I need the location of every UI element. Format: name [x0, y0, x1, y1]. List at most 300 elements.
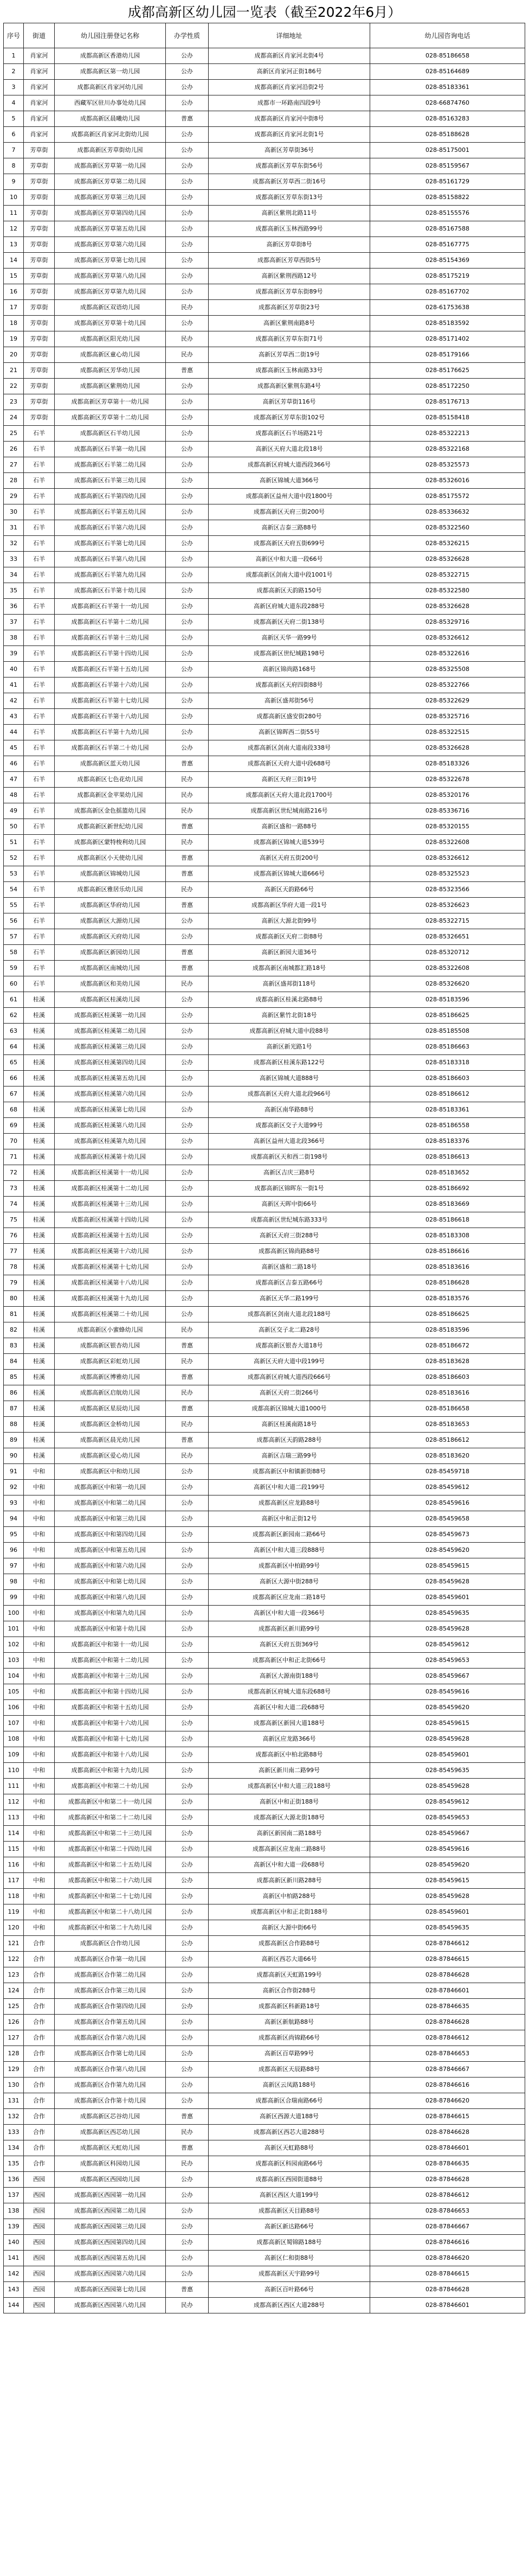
table-row: [4, 520, 525, 536]
cell-index: 119: [4, 1904, 24, 1920]
cell-phone: 028-87846601: [370, 2140, 525, 2156]
cell-street: 芳草街: [24, 300, 55, 316]
cell-index: 79: [4, 1275, 24, 1291]
cell-address: 高新区芳草街116号: [209, 394, 370, 410]
cell-phone: 028-85183652: [370, 1165, 525, 1181]
table-row: [4, 237, 525, 253]
cell-street: 西园: [24, 2172, 55, 2188]
cell-street: 桂溪: [24, 1448, 55, 1464]
cell-nature: 公办: [166, 1134, 209, 1149]
cell-index: 76: [4, 1228, 24, 1244]
cell-nature: 公办: [166, 2188, 209, 2203]
cell-phone: 028-85186612: [370, 1086, 525, 1102]
cell-index: 96: [4, 1543, 24, 1558]
cell-street: 芳草街: [24, 363, 55, 379]
cell-index: 17: [4, 300, 24, 316]
cell-index: 13: [4, 237, 24, 253]
cell-street: 石羊: [24, 662, 55, 677]
cell-street: 中和: [24, 1511, 55, 1527]
cell-nature: 民办: [166, 2298, 209, 2313]
table-row: [4, 1370, 525, 1385]
cell-name: 成都高新区桂溪第二幼儿园: [55, 1024, 166, 1039]
cell-nature: 公办: [166, 1794, 209, 1810]
cell-address: 成都高新区天府二街138号: [209, 615, 370, 630]
cell-name: 成都高新区中和第二十三幼儿园: [55, 1826, 166, 1842]
table-row: [4, 1244, 525, 1260]
cell-street: 石羊: [24, 552, 55, 567]
cell-phone: 028-85183308: [370, 1228, 525, 1244]
cell-nature: 公办: [166, 284, 209, 300]
cell-name: 成都高新区合作第九幼儿园: [55, 2078, 166, 2093]
cell-name: 成都高新区芳草第十幼儿园: [55, 316, 166, 331]
cell-index: 92: [4, 1480, 24, 1495]
cell-phone: 028-85326620: [370, 976, 525, 992]
cell-nature: 公办: [166, 1747, 209, 1763]
cell-name: 成都高新区桂溪第十七幼儿园: [55, 1260, 166, 1275]
cell-index: 31: [4, 520, 24, 536]
cell-name: 成都高新区星辰幼儿园: [55, 1401, 166, 1417]
cell-index: 118: [4, 1889, 24, 1904]
table-row: [4, 1543, 525, 1558]
table-row: [4, 1857, 525, 1873]
cell-address: 高新区盛和一路88号: [209, 819, 370, 835]
cell-street: 西园: [24, 2282, 55, 2298]
cell-phone: 028-85459628: [370, 1574, 525, 1590]
cell-name: 成都高新区和美幼儿园: [55, 976, 166, 992]
cell-phone: 028-85322608: [370, 961, 525, 976]
cell-address: 成都高新区芳草街23号: [209, 300, 370, 316]
cell-address: 成都高新区剑南大道中段1001号: [209, 567, 370, 583]
cell-street: 肖家河: [24, 48, 55, 64]
table-row: [4, 1039, 525, 1055]
cell-nature: 普惠: [166, 851, 209, 866]
cell-name: 成都高新区彩虹幼儿园: [55, 1354, 166, 1370]
cell-index: 37: [4, 615, 24, 630]
cell-phone: 028-85322766: [370, 677, 525, 693]
table-row: [4, 1716, 525, 1731]
cell-address: 成都高新区天府四街88号: [209, 677, 370, 693]
cell-street: 石羊: [24, 426, 55, 442]
cell-index: 124: [4, 1983, 24, 1999]
cell-name: 成都高新区桂溪第三幼儿园: [55, 1039, 166, 1055]
cell-street: 芳草街: [24, 347, 55, 363]
cell-phone: 028-85326651: [370, 929, 525, 945]
table-row: [4, 143, 525, 158]
table-row: [4, 1527, 525, 1543]
cell-index: 12: [4, 221, 24, 237]
cell-address: 成都高新区应龙南二路18号: [209, 1590, 370, 1606]
cell-nature: 公办: [166, 1857, 209, 1873]
cell-index: 33: [4, 552, 24, 567]
cell-phone: 028-85459612: [370, 1480, 525, 1495]
cell-name: 成都高新区石羊第八幼儿园: [55, 552, 166, 567]
cell-address: 成都高新区芳草东街71号: [209, 331, 370, 347]
cell-address: 高新区锦城大道888号: [209, 1071, 370, 1086]
cell-index: 22: [4, 379, 24, 394]
cell-nature: 公办: [166, 693, 209, 709]
cell-address: 高新区合作街288号: [209, 1983, 370, 1999]
cell-index: 72: [4, 1165, 24, 1181]
cell-phone: 028-85183596: [370, 1322, 525, 1338]
table-row: [4, 221, 525, 237]
cell-address: 高新区芳草西二街19号: [209, 347, 370, 363]
cell-address: 成都高新区西区大道288号: [209, 2298, 370, 2313]
cell-phone: 028-85183596: [370, 992, 525, 1008]
table-row: [4, 756, 525, 772]
table-row: [4, 1810, 525, 1826]
cell-address: 成都高新区中和正北街188号: [209, 1904, 370, 1920]
table-row: [4, 803, 525, 819]
cell-nature: 公办: [166, 1606, 209, 1621]
cell-name: 成都高新区金桥幼儿园: [55, 1417, 166, 1433]
cell-phone: 028-85323566: [370, 882, 525, 898]
cell-name: 成都高新区蒙特梭利幼儿园: [55, 835, 166, 851]
cell-address: 高新区中和正街12号: [209, 1511, 370, 1527]
cell-nature: 公办: [166, 1842, 209, 1857]
cell-nature: 公办: [166, 1590, 209, 1606]
cell-address: 高新区中和大道一段66号: [209, 552, 370, 567]
cell-phone: 028-87846601: [370, 1983, 525, 1999]
cell-address: 成都高新区新川路288号: [209, 1873, 370, 1889]
cell-index: 28: [4, 473, 24, 489]
cell-name: 成都高新区银杏幼儿园: [55, 1338, 166, 1354]
cell-phone: 028-85179166: [370, 347, 525, 363]
cell-index: 120: [4, 1920, 24, 1936]
table-row: [4, 111, 525, 127]
cell-address: 成都高新区新园大道188号: [209, 1716, 370, 1731]
cell-address: 成都高新区府城大道西段366号: [209, 457, 370, 473]
table-row: [4, 599, 525, 615]
cell-index: 107: [4, 1716, 24, 1731]
cell-name: 成都高新区石羊第九幼儿园: [55, 567, 166, 583]
cell-street: 桂溪: [24, 1197, 55, 1212]
col-header-nature: 办学性质: [166, 23, 209, 48]
cell-nature: 公办: [166, 1165, 209, 1181]
cell-phone: 028-87846653: [370, 2203, 525, 2219]
cell-address: 成都高新区天府五街699号: [209, 536, 370, 552]
cell-nature: 公办: [166, 913, 209, 929]
table-row: [4, 1448, 525, 1464]
cell-nature: 公办: [166, 599, 209, 615]
cell-phone: 028-85183576: [370, 1291, 525, 1307]
cell-nature: 公办: [166, 615, 209, 630]
cell-index: 111: [4, 1779, 24, 1794]
cell-phone: 028-85322629: [370, 693, 525, 709]
cell-street: 石羊: [24, 615, 55, 630]
cell-nature: 民办: [166, 347, 209, 363]
cell-street: 石羊: [24, 599, 55, 615]
table-row: [4, 740, 525, 756]
cell-address: 高新区吉泰三路88号: [209, 520, 370, 536]
table-row: [4, 2125, 525, 2140]
cell-name: 成都高新区石羊第十九幼儿园: [55, 725, 166, 740]
cell-phone: 028-85176713: [370, 394, 525, 410]
table-row: [4, 1197, 525, 1212]
cell-name: 成都高新区芳草第一幼儿园: [55, 158, 166, 174]
cell-address: 成都高新区中柏北路88号: [209, 1747, 370, 1763]
cell-street: 石羊: [24, 725, 55, 740]
cell-address: 成都高新区天虹路199号: [209, 1967, 370, 1983]
cell-street: 合作: [24, 2078, 55, 2093]
table-row: [4, 1653, 525, 1669]
cell-nature: 公办: [166, 1102, 209, 1118]
cell-street: 桂溪: [24, 1071, 55, 1086]
cell-name: 成都高新区科园幼儿园: [55, 2156, 166, 2172]
cell-name: 成都高新区西园第一幼儿园: [55, 2188, 166, 2203]
cell-phone: 028-85183653: [370, 1417, 525, 1433]
cell-index: 10: [4, 190, 24, 206]
cell-phone: 028-85158822: [370, 190, 525, 206]
cell-nature: 公办: [166, 1952, 209, 1967]
cell-nature: 公办: [166, 1920, 209, 1936]
table-row: [4, 536, 525, 552]
cell-address: 高新区新航路88号: [209, 2015, 370, 2030]
table-row: [4, 929, 525, 945]
cell-index: 55: [4, 898, 24, 913]
cell-name: 成都高新区石羊第七幼儿园: [55, 536, 166, 552]
cell-name: 成都高新区中和第二十八幼儿园: [55, 1904, 166, 1920]
cell-name: 成都高新区大源幼儿园: [55, 913, 166, 929]
cell-name: 成都高新区芳草第三幼儿园: [55, 190, 166, 206]
cell-index: 34: [4, 567, 24, 583]
cell-street: 桂溪: [24, 1385, 55, 1401]
cell-name: 成都高新区中和第十二幼儿园: [55, 1653, 166, 1669]
cell-phone: 028-87846616: [370, 2235, 525, 2251]
cell-street: 中和: [24, 1684, 55, 1700]
cell-phone: 028-87846628: [370, 2015, 525, 2030]
cell-street: 中和: [24, 1590, 55, 1606]
cell-address: 高新区天华一路99号: [209, 630, 370, 646]
cell-name: 成都高新区石羊第十二幼儿园: [55, 615, 166, 630]
cell-address: 成都高新区芳草西二街16号: [209, 174, 370, 190]
cell-index: 78: [4, 1260, 24, 1275]
cell-phone: 028-85459616: [370, 1684, 525, 1700]
table-row: [4, 992, 525, 1008]
cell-index: 62: [4, 1008, 24, 1024]
cell-name: 成都高新区桂溪第十六幼儿园: [55, 1244, 166, 1260]
table-row: [4, 1134, 525, 1149]
cell-phone: 028-85459616: [370, 1842, 525, 1857]
cell-index: 15: [4, 269, 24, 284]
cell-index: 129: [4, 2062, 24, 2078]
cell-street: 芳草街: [24, 379, 55, 394]
table-row: [4, 552, 525, 567]
cell-phone: 028-85459615: [370, 1558, 525, 1574]
cell-index: 39: [4, 646, 24, 662]
cell-nature: 公办: [166, 1889, 209, 1904]
cell-index: 1: [4, 48, 24, 64]
cell-phone: 028-85459635: [370, 1920, 525, 1936]
cell-phone: 028-87846628: [370, 1967, 525, 1983]
table-row: [4, 206, 525, 221]
cell-phone: 028-85325508: [370, 662, 525, 677]
cell-nature: 民办: [166, 788, 209, 803]
table-row: [4, 1307, 525, 1322]
cell-phone: 028-85325716: [370, 709, 525, 725]
cell-name: 成都高新区芳草第八幼儿园: [55, 269, 166, 284]
table-row: [4, 567, 525, 583]
cell-name: 成都高新区西园第八幼儿园: [55, 2298, 166, 2313]
cell-street: 芳草街: [24, 394, 55, 410]
cell-name: 成都高新区中和第十九幼儿园: [55, 1763, 166, 1779]
cell-address: 成都高新区芳草东街102号: [209, 410, 370, 426]
cell-street: 石羊: [24, 630, 55, 646]
cell-nature: 公办: [166, 237, 209, 253]
cell-name: 成都高新区中和第八幼儿园: [55, 1590, 166, 1606]
table-row: [4, 410, 525, 426]
cell-index: 51: [4, 835, 24, 851]
cell-index: 23: [4, 394, 24, 410]
cell-street: 石羊: [24, 457, 55, 473]
table-row: [4, 725, 525, 740]
cell-nature: 公办: [166, 2015, 209, 2030]
cell-nature: 公办: [166, 1197, 209, 1212]
cell-name: 成都高新区中和第十七幼儿园: [55, 1731, 166, 1747]
cell-address: 高新区中和正街188号: [209, 1794, 370, 1810]
cell-phone: 028-87846667: [370, 2219, 525, 2235]
cell-index: 27: [4, 457, 24, 473]
table-row: [4, 1637, 525, 1653]
table-row: [4, 1260, 525, 1275]
cell-street: 西园: [24, 2203, 55, 2219]
cell-street: 石羊: [24, 536, 55, 552]
table-row: [4, 615, 525, 630]
cell-nature: 公办: [166, 992, 209, 1008]
cell-nature: 公办: [166, 630, 209, 646]
cell-phone: 028-85322608: [370, 835, 525, 851]
cell-street: 桂溪: [24, 1307, 55, 1322]
cell-index: 132: [4, 2109, 24, 2125]
cell-street: 桂溪: [24, 1417, 55, 1433]
cell-address: 成都高新区芳草西街5号: [209, 253, 370, 269]
cell-address: 高新区新园大道36号: [209, 945, 370, 961]
cell-nature: 公办: [166, 221, 209, 237]
cell-nature: 普惠: [166, 1338, 209, 1354]
table-row: [4, 1952, 525, 1967]
cell-street: 芳草街: [24, 143, 55, 158]
cell-name: 成都高新区小天使幼儿园: [55, 851, 166, 866]
cell-index: 101: [4, 1621, 24, 1637]
table-row: [4, 2251, 525, 2266]
table-row: [4, 677, 525, 693]
cell-phone: 028-85459658: [370, 1511, 525, 1527]
cell-name: 成都高新区中和第二十五幼儿园: [55, 1857, 166, 1873]
cell-address: 高新区新达路66号: [209, 2219, 370, 2235]
cell-street: 肖家河: [24, 64, 55, 80]
cell-phone: 028-85175219: [370, 269, 525, 284]
cell-index: 97: [4, 1558, 24, 1574]
cell-index: 136: [4, 2172, 24, 2188]
cell-nature: 公办: [166, 2078, 209, 2093]
table-row: [4, 2030, 525, 2046]
cell-street: 石羊: [24, 835, 55, 851]
cell-street: 石羊: [24, 772, 55, 788]
cell-phone: 028-87846612: [370, 2188, 525, 2203]
cell-name: 成都高新区肖家河北街幼儿园: [55, 127, 166, 143]
cell-index: 131: [4, 2093, 24, 2109]
cell-name: 成都高新区南城幼儿园: [55, 961, 166, 976]
table-row: [4, 1731, 525, 1747]
cell-address: 高新区天府大道中段199号: [209, 1354, 370, 1370]
cell-index: 2: [4, 64, 24, 80]
cell-index: 134: [4, 2140, 24, 2156]
cell-nature: 公办: [166, 1149, 209, 1165]
cell-street: 中和: [24, 1779, 55, 1794]
cell-nature: 公办: [166, 394, 209, 410]
table-row: [4, 300, 525, 316]
cell-name: 成都高新区芳草第六幼儿园: [55, 237, 166, 253]
cell-nature: 公办: [166, 410, 209, 426]
cell-phone: 028-85326215: [370, 536, 525, 552]
cell-street: 中和: [24, 1763, 55, 1779]
cell-address: 成都高新区交子大道99号: [209, 1118, 370, 1134]
cell-nature: 公办: [166, 269, 209, 284]
cell-address: 成都高新区合瑞南路66号: [209, 2093, 370, 2109]
cell-name: 成都高新区金色摇篮幼儿园: [55, 803, 166, 819]
cell-index: 41: [4, 677, 24, 693]
cell-street: 芳草街: [24, 284, 55, 300]
cell-address: 成都高新区大源北街188号: [209, 1810, 370, 1826]
cell-phone: 028-85158418: [370, 410, 525, 426]
cell-index: 116: [4, 1857, 24, 1873]
cell-street: 桂溪: [24, 1181, 55, 1197]
table-row: [4, 1842, 525, 1857]
cell-index: 127: [4, 2030, 24, 2046]
cell-street: 石羊: [24, 473, 55, 489]
cell-nature: 民办: [166, 331, 209, 347]
cell-address: 高新区锦尚路168号: [209, 662, 370, 677]
cell-address: 高新区大源南街188号: [209, 1669, 370, 1684]
table-row: [4, 772, 525, 788]
cell-phone: 028-85186672: [370, 1338, 525, 1354]
cell-street: 石羊: [24, 898, 55, 913]
table-row: [4, 394, 525, 410]
cell-phone: 028-85186658: [370, 48, 525, 64]
cell-name: 成都高新区合作第六幼儿园: [55, 2030, 166, 2046]
cell-nature: 公办: [166, 1291, 209, 1307]
cell-phone: 028-66874760: [370, 95, 525, 111]
cell-name: 成都高新区中和第五幼儿园: [55, 1543, 166, 1558]
cell-phone: 028-85459612: [370, 1794, 525, 1810]
table-row: [4, 1684, 525, 1700]
cell-street: 桂溪: [24, 1212, 55, 1228]
cell-nature: 公办: [166, 426, 209, 442]
cell-phone: 028-85459620: [370, 1857, 525, 1873]
cell-index: 91: [4, 1464, 24, 1480]
cell-index: 83: [4, 1338, 24, 1354]
cell-name: 成都高新区七色花幼儿园: [55, 772, 166, 788]
cell-nature: 公办: [166, 127, 209, 143]
cell-address: 高新区新光路1号: [209, 1039, 370, 1055]
table-row: [4, 64, 525, 80]
cell-street: 桂溪: [24, 992, 55, 1008]
cell-index: 109: [4, 1747, 24, 1763]
cell-nature: 公办: [166, 489, 209, 504]
cell-street: 合作: [24, 2125, 55, 2140]
cell-nature: 公办: [166, 1999, 209, 2015]
cell-address: 高新区天府三街288号: [209, 1228, 370, 1244]
cell-index: 115: [4, 1842, 24, 1857]
table-row: [4, 331, 525, 347]
cell-nature: 普惠: [166, 2140, 209, 2156]
cell-name: 成都高新区桂溪第六幼儿园: [55, 1086, 166, 1102]
cell-phone: 028-85163283: [370, 111, 525, 127]
cell-nature: 公办: [166, 709, 209, 725]
cell-address: 高新区百草路99号: [209, 2046, 370, 2062]
cell-address: 高新区肖家河正街186号: [209, 64, 370, 80]
cell-phone: 028-85186658: [370, 1401, 525, 1417]
cell-address: 成都高新区吉泰五路66号: [209, 1275, 370, 1291]
